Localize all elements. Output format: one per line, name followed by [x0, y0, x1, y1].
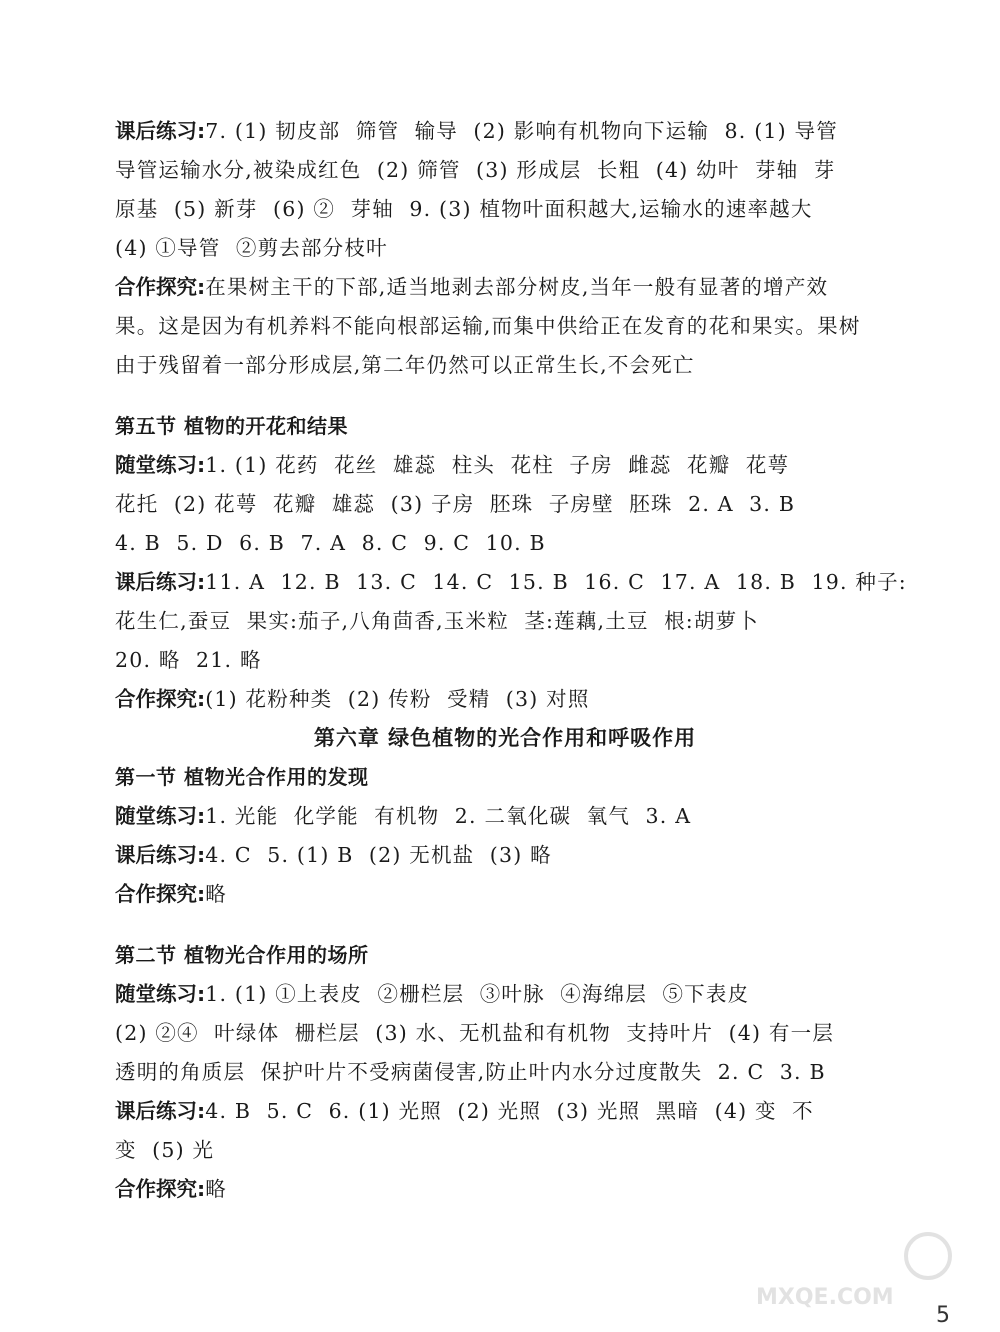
- answer-line: [115, 485, 895, 524]
- section2-heading: 第二节 植物光合作用的场所: [115, 943, 369, 967]
- answer-line: [115, 563, 907, 602]
- line-label: 课后练习:: [115, 843, 206, 867]
- block-section4-tail: [115, 112, 895, 385]
- line-label: 随堂练习:: [115, 982, 206, 1006]
- answer-line: [115, 190, 895, 229]
- answer-line: [115, 836, 895, 875]
- line-text: (4) ①导管 ②剪去部分枝叶: [115, 236, 388, 260]
- line-text: 4. C 5. (1) B (2) 无机盐 (3) 略: [205, 843, 552, 867]
- watermark-logo: [750, 1224, 960, 1314]
- answer-line: [115, 680, 895, 719]
- line-label: 随堂练习:: [115, 804, 206, 828]
- section5-heading: 第五节 植物的开花和结果: [115, 414, 348, 438]
- watermark-ring-icon: [906, 1234, 950, 1278]
- line-text: 原基 (5) 新芽 (6) ② 芽轴 9. (3) 植物叶面积越大,运输水的速率越大: [115, 197, 813, 221]
- answer-line: [115, 1014, 895, 1053]
- answer-line: [115, 641, 895, 680]
- block-ch6-section2: [115, 975, 895, 1209]
- answer-line: [115, 268, 895, 307]
- line-text: 果。这是因为有机养料不能向根部运输,而集中供给正在发育的花和果实。果树: [115, 314, 861, 338]
- block-section5: [115, 446, 907, 719]
- answer-line: [115, 151, 895, 190]
- line-text: 1. (1) 花药 花丝 雄蕊 柱头 花柱 子房 雌蕊 花瓣 花萼: [205, 453, 790, 477]
- answer-line: [115, 1131, 895, 1170]
- line-label: 合作探究:: [115, 882, 206, 906]
- answer-line: [115, 112, 895, 151]
- answer-line: [115, 975, 895, 1014]
- answer-line: [115, 307, 895, 346]
- line-text: 4. B 5. C 6. (1) 光照 (2) 光照 (3) 光照 黑暗 (4) 变 不: [205, 1099, 814, 1123]
- answer-line: [115, 602, 895, 641]
- line-text: 11. A 12. B 13. C 14. C 15. B 16. C 17. A 18. B 19. 种子:: [205, 570, 907, 594]
- line-label: 合作探究:: [115, 687, 206, 711]
- line-text: 1. (1) ①上表皮 ②栅栏层 ③叶脉 ④海绵层 ⑤下表皮: [205, 982, 750, 1006]
- line-text: 4. B 5. D 6. B 7. A 8. C 9. C 10. B: [115, 531, 546, 555]
- line-text: 在果树主干的下部,适当地剥去部分树皮,当年一般有显著的增产效: [205, 275, 829, 299]
- block-ch6-section1: [115, 797, 895, 914]
- answer-line: [115, 346, 895, 385]
- line-text: 由于残留着一部分形成层,第二年仍然可以正常生长,不会死亡: [115, 353, 695, 377]
- line-text: 变 (5) 光: [115, 1138, 215, 1162]
- answer-line: [115, 1053, 895, 1092]
- line-label: 课后练习:: [115, 570, 206, 594]
- line-label: 合作探究:: [115, 275, 206, 299]
- answer-line: [115, 524, 895, 563]
- answer-line: [115, 446, 895, 485]
- section1-heading: 第一节 植物光合作用的发现: [115, 765, 369, 789]
- page-number: 5: [936, 1303, 950, 1328]
- line-text: 透明的角质层 保护叶片不受病菌侵害,防止叶内水分过度散失 2. C 3. B: [115, 1060, 826, 1084]
- line-label: 课后练习:: [115, 1099, 206, 1123]
- line-text: 花生仁,蚕豆 果实:茄子,八角茴香,玉米粒 茎:莲藕,土豆 根:胡萝卜: [115, 609, 759, 633]
- watermark-text: MXQE.COM: [756, 1285, 894, 1310]
- line-label: 随堂练习:: [115, 453, 206, 477]
- answer-line: [115, 229, 895, 268]
- line-text: 导管运输水分,被染成红色 (2) 筛管 (3) 形成层 长粗 (4) 幼叶 芽轴 芽: [115, 158, 836, 182]
- chapter6-heading: 第六章 绿色植物的光合作用和呼吸作用: [313, 726, 697, 750]
- line-text: (1) 花粉种类 (2) 传粉 受精 (3) 对照: [205, 687, 590, 711]
- answer-line: [115, 797, 895, 836]
- answer-line: [115, 875, 895, 914]
- line-label: 合作探究:: [115, 1177, 206, 1201]
- line-text: (2) ②④ 叶绿体 栅栏层 (3) 水、无机盐和有机物 支持叶片 (4) 有一层: [115, 1021, 835, 1045]
- line-text: 花托 (2) 花萼 花瓣 雄蕊 (3) 子房 胚珠 子房壁 胚珠 2. A 3. B: [115, 492, 796, 516]
- line-text: 7. (1) 韧皮部 筛管 输导 (2) 影响有机物向下运输 8. (1) 导管: [205, 119, 838, 143]
- answer-line: [115, 1092, 895, 1131]
- line-text: 20. 略 21. 略: [115, 648, 262, 672]
- line-text: 略: [205, 1177, 227, 1201]
- answer-line: [115, 1170, 895, 1209]
- line-text: 略: [205, 882, 227, 906]
- line-text: 1. 光能 化学能 有机物 2. 二氧化碳 氧气 3. A: [205, 804, 692, 828]
- line-label: 课后练习:: [115, 119, 206, 143]
- answer-page: [115, 112, 907, 1209]
